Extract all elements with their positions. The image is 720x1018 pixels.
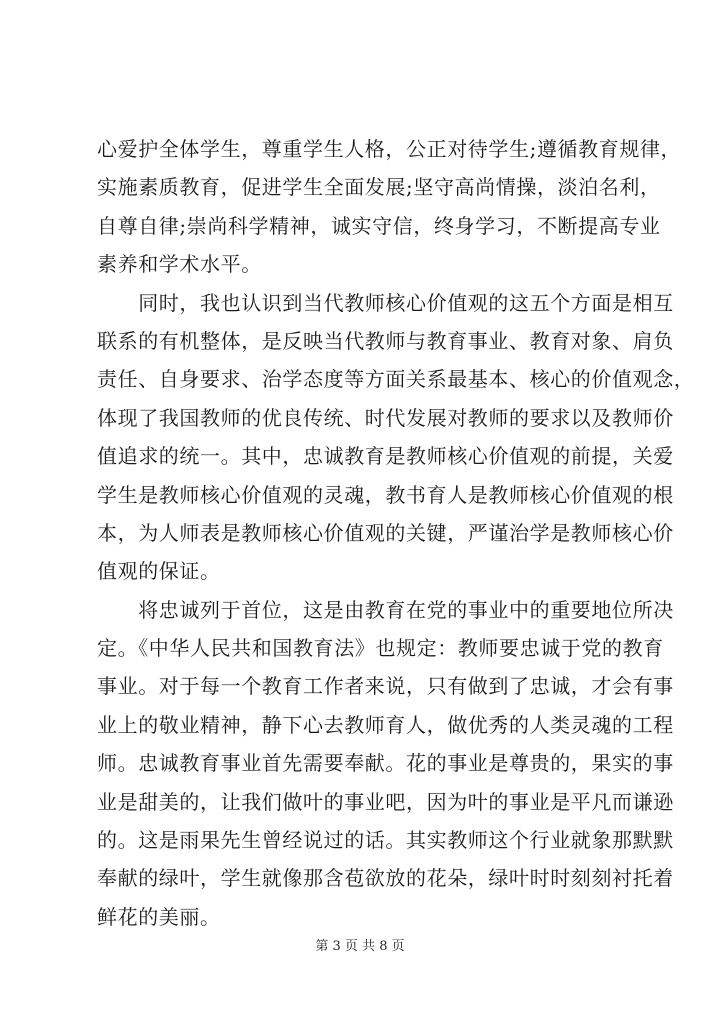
- text-line: 师。忠诚教育事业首先需要奉献。花的事业是尊贵的，果实的事: [97, 751, 674, 776]
- text-line: 责任、自身要求、治学态度等方面关系最基本、核心的价值观念，: [97, 367, 695, 392]
- text-line: 体现了我国教师的优良传统、时代发展对教师的要求以及教师价: [97, 405, 674, 430]
- text-line: 值观的保证。: [97, 559, 221, 584]
- text-line: 本，为人师表是教师核心价值观的关键，严谨治学是教师核心价: [97, 520, 674, 545]
- text-line: 奉献的绿叶，学生就像那含苞欲放的花朵，绿叶时时刻刻衬托着: [97, 866, 674, 891]
- text-line: 同时，我也认识到当代教师核心价值观的这五个方面是相互: [97, 290, 674, 315]
- text-line: 定。《中华人民共和国教育法》也规定：教师要忠诚于党的教育: [97, 636, 664, 661]
- text-line: 鲜花的美丽。: [97, 904, 221, 929]
- text-line: 业上的敬业精神，静下心去教师育人，做优秀的人类灵魂的工程: [97, 712, 674, 737]
- text-line: 实施素质教育，促进学生全面发展;坚守高尚情操，淡泊名利，: [97, 175, 661, 200]
- text-line: 心爱护全体学生，尊重学生人格，公正对待学生;遵循教育规律，: [97, 137, 682, 161]
- text-line: 学生是教师核心价值观的灵魂，教书育人是教师核心价值观的根: [97, 482, 674, 507]
- text-line: 的。这是雨果先生曾经说过的话。其实教师这个行业就象那默默: [97, 828, 674, 853]
- text-line: 事业。对于每一个教育工作者来说，只有做到了忠诚，才会有事: [97, 674, 674, 699]
- page-number-footer: 第 3 页 共 8 页: [315, 939, 405, 954]
- text-line: 将忠诚列于首位，这是由教育在党的事业中的重要地位所决: [97, 597, 674, 622]
- text-line: 联系的有机整体，是反映当代教师与教育事业、教育对象、肩负: [97, 328, 674, 353]
- text-line: 素养和学术水平。: [97, 252, 262, 277]
- text-line: 业是甜美的，让我们做叶的事业吧，因为叶的事业是平凡而谦逊: [97, 789, 674, 814]
- text-line: 值追求的统一。其中，忠诚教育是教师核心价值观的前提，关爱: [97, 444, 674, 469]
- body-text: [97, 130, 695, 936]
- text-line: 自尊自律;崇尚科学精神，诚实守信，终身学习，不断提高专业: [97, 213, 661, 238]
